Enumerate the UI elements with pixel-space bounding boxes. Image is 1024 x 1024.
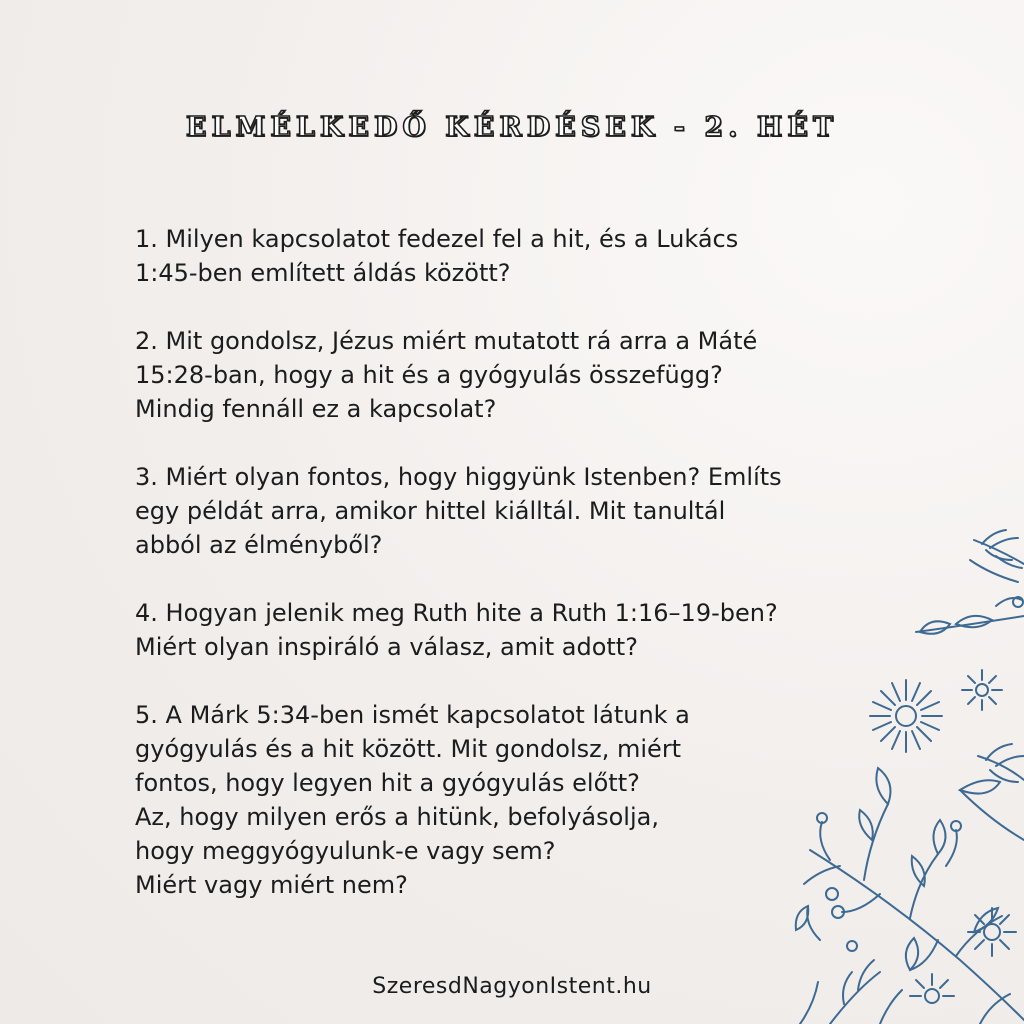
- sunburst-icon: [870, 680, 942, 752]
- question-line: hogy meggyógyulunk-e vagy sem?: [135, 837, 556, 865]
- fern-frond-icon: [800, 960, 1010, 1024]
- question-1: [135, 222, 955, 290]
- question-2: [135, 324, 955, 426]
- question-line: Az, hogy milyen erős a hitünk, befolyásolja,: [135, 803, 659, 831]
- question-line: 5. A Márk 5:34-ben ismét kapcsolatot látunk a: [135, 701, 690, 729]
- fern-frond-icon: [978, 744, 1024, 782]
- question-line: 4. Hogyan jelenik meg Ruth hite a Ruth 1:16–19-ben?: [135, 599, 778, 627]
- question-line: Mindig fennáll ez a kapcsolat?: [135, 395, 497, 423]
- sunburst-icon: [910, 974, 954, 1003]
- question-line: abból az élményből?: [135, 531, 383, 559]
- branch-icon: [796, 768, 1024, 1020]
- fern-frond-icon: [970, 530, 1024, 582]
- question-line: egy példát arra, amikor hittel kiálltál. Mit tanultál: [135, 497, 726, 525]
- question-line: fontos, hogy legyen hit a gyógyulás előtt?: [135, 769, 640, 797]
- question-line: 15:28-ban, hogy a hit és a gyógyulás összefügg?: [135, 361, 723, 389]
- question-line: 2. Mit gondolsz, Jézus miért mutatott rá arra a Máté: [135, 327, 758, 355]
- question-line: 3. Miért olyan fontos, hogy higgyünk Istenben? Említs: [135, 463, 782, 491]
- sunburst-icon: [962, 670, 1002, 710]
- question-line: 1:45-ben említett áldás között?: [135, 259, 511, 287]
- question-line: Miért vagy miért nem?: [135, 871, 408, 899]
- question-line: Miért olyan inspiráló a válasz, amit adott?: [135, 633, 638, 661]
- page-title: ELMÉLKEDŐ KÉRDÉSEK - 2. HÉT: [185, 112, 839, 143]
- question-line: 1. Milyen kapcsolatot fedezel fel a hit, és a Lukács: [135, 225, 739, 253]
- botanical-decoration-icon: [760, 520, 1024, 1024]
- question-line: gyógyulás és a hit között. Mit gondolsz, miért: [135, 735, 682, 763]
- website-footer: SzeresdNagyonIstent.hu: [372, 974, 652, 999]
- leaf-sprig-icon: [916, 597, 1024, 634]
